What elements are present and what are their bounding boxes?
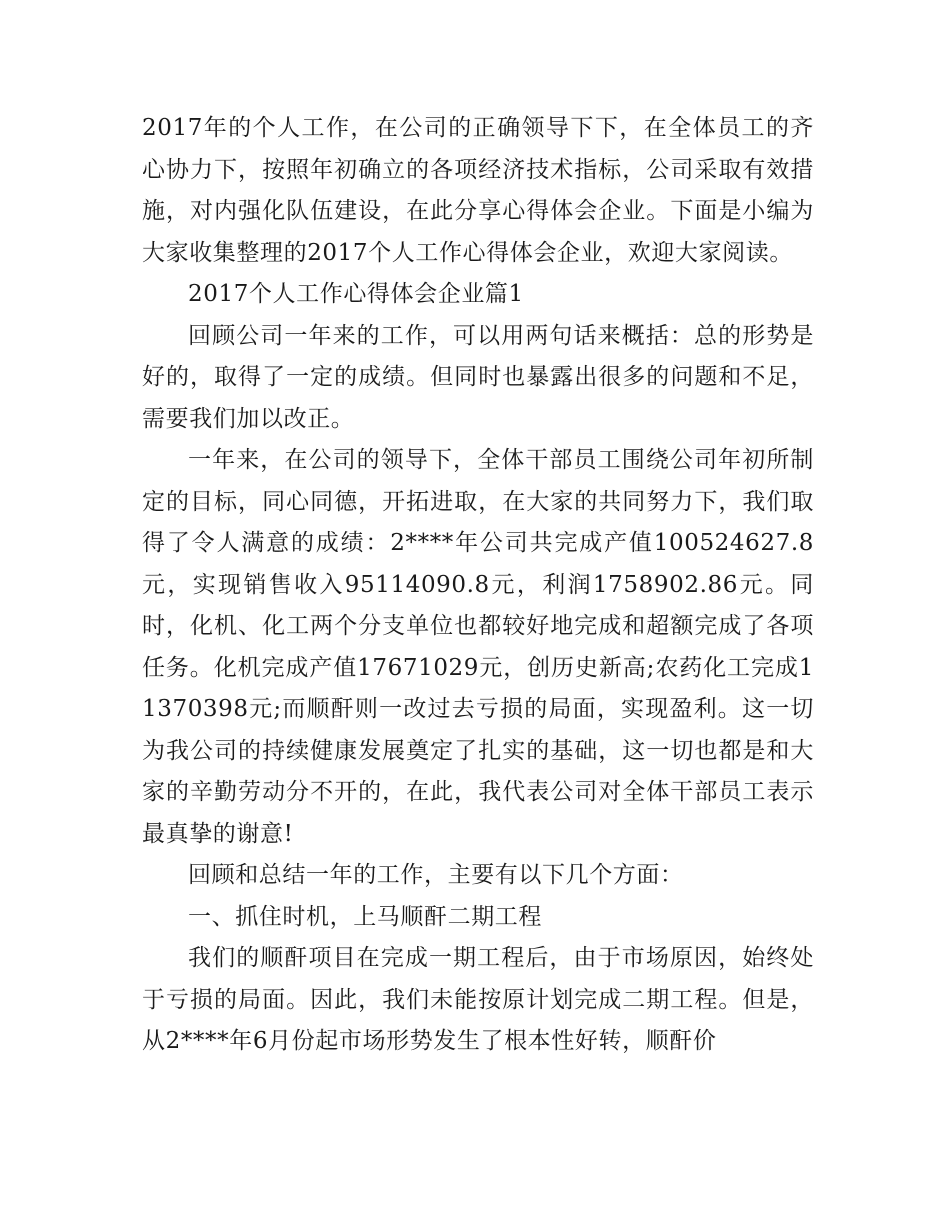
subheading: 一、抓住时机，上马顺酐二期工程 xyxy=(188,903,542,930)
body-paragraph: 一年来，在公司的领导下，全体干部员工围绕公司年初所制定的目标，同心同德，开拓进取，在大家的共同努力下，我们取得了令人满意的成绩：2****年公司共完成产值100524627.8元，实现销售收入95114090.8元，利润1758902.86元。同时，化机、化工两个分支单位也都较好地完成和超额完成了各项任务。化机完成产值17671029元，创历史新高;农药化工完成11370398元;而顺酐则一改过去亏损的局面，实现盈利。这一切为我公司的持续健康发展奠定了扎实的基础，这一切也都是和大家的辛勤劳动分不开的，在此，我代表公司对全体干部员工表示最真挚的谢意! xyxy=(142,447,814,847)
document-body xyxy=(142,108,814,1063)
body-paragraph: 回顾公司一年来的工作，可以用两句话来概括：总的形势是好的，取得了一定的成绩。但同时也暴露出很多的问题和不足，需要我们加以改正。 xyxy=(142,322,814,432)
body-paragraph: 回顾和总结一年的工作，主要有以下几个方面： xyxy=(188,862,684,888)
section-title: 2017个人工作心得体会企业篇1 xyxy=(188,281,524,307)
intro-paragraph: 2017年的个人工作，在公司的正确领导下下，在全体员工的齐心协力下，按照年初确立的各项经济技术指标，公司采取有效措施，对内强化队伍建设，在此分享心得体会企业。下面是小编为大家收集整理的2017个人工作心得体会企业，欢迎大家阅读。 xyxy=(142,115,814,266)
body-paragraph: 我们的顺酐项目在完成一期工程后，由于市场原因，始终处于亏损的局面。因此，我们未能按原计划完成二期工程。但是，从2****年6月份起市场形势发生了根本性好转，顺酐价 xyxy=(142,945,814,1054)
